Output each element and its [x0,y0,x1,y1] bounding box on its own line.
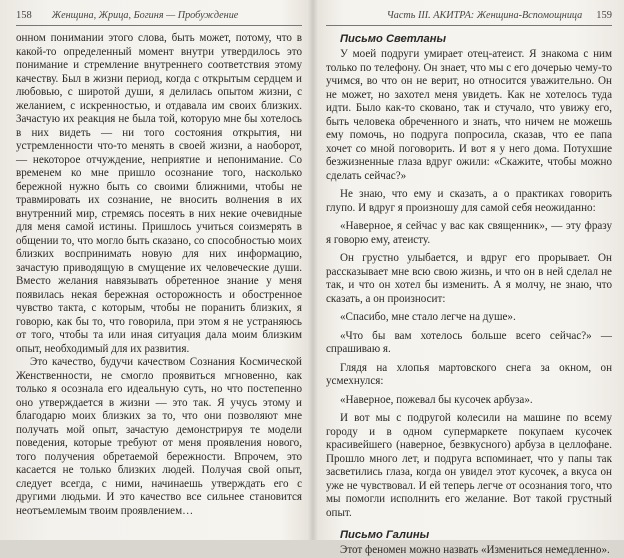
right-page-number: 159 [596,10,612,21]
paragraph: Он грустно улыбается, и вдруг его прорывает. Он рассказывает мне всю свою жизнь, и что он в ней сделал не так, и что он хотел бы изменить. А я молчу, не знаю, что сказать, а он произносит: [326,252,612,305]
left-page-header [16,10,302,26]
paragraph: «Спасибо, мне стало легче на душе». [340,311,516,323]
paragraph: Это качество, будучи качеством Сознания Космической Женственности, не смогло проявиться мгновенно, как только я осознала его идеальную суть, но что постепенно оно утверждается в жизни — это так. Я учусь этому и благодарю моих близких за то, что они позволяют мне получать мой опыт, зачастую демонстрируя те модели поведения, которые требуют от меня проявления нового, того получения обретаемой бережности. Впрочем, это касается не только близких людей. Получая свой опыт, следует всегда, с ними, начинаешь утверждать его с другими людьми. И это качество все сильнее становится неотъемлемым твоим проявлением… [16,356,302,517]
right-page [326,10,612,556]
paragraph: И вот мы с подругой колесили на машине по всему городу и в одном супермаркете покупаем кусочек красивейшего (наверное, безвкусного) арбуза в целлофане. Прошло много лет, и подруга вспоминает, что у папы так засветились глаза, когда он увидел этот кусочек, а вкуса он уже не чувствовал. И ей теперь легче от осознания того, что мы помогли исполнить его желание. Вот такой грустный опыт. [326,412,612,519]
right-page-text [326,32,612,558]
paragraph: «Наверное, пожевал бы кусочек арбуза». [340,393,533,406]
left-page-number: 158 [16,10,32,21]
paragraph: Этот феномен можно назвать «Измениться немедленно». [340,544,610,556]
paragraph: онном понимании этого слова, быть может, потому, что в какой-то определенный момент внутри утвердилось это понимание и стремление внутреннего соответствия этому качеству. Был в жизни период, когда с открытым сердцем и любовью, с широтой души, я делилась опытом жизни, с желанием, с искренностью, и отдавала им своих близких. Зачастую их реакция не была той, которую мне бы хотелось в них видеть — ни того состояния открытия, ни устремленности что-то менять в своей жизни, а наоборот, — некоторое отчуждение, неприятие и непонимание. Со временем ко мне пришло осознание того, насколько бережной нужно быть со своими ближними, чтобы не травмировать их сознание, не вносить волнения в их внутренний мир, стремясь посеять в них некие очевидные для меня самой истины. Пришлось учиться соизмерять в общении то, что могло быть сказано, со способностью моих близких воспринимать новую для них информацию, зачастую приводящую в смущение их человеческие души. Вместо желания навязывать обретенное знание у меня появилась некая бережная осторожность и обостренное чувство такта, с которым, чтобы не поранить близких, я говорю, как бы то, что говорила, при этом я не устраняюсь от того, чтобы та или иная ситуация дала моим близким опыт, необходимый для их развития. [16,32,302,355]
paragraph: Не знаю, что ему и сказать, а о практиках говорить глупо. И вдруг я произношу для самой себя неожиданно: [326,188,612,214]
section-title-galina: Письмо Галины [340,529,430,541]
right-page-header [326,10,612,26]
left-running-header: Женщина, Жрица, Богиня — Пробуждение [51,10,239,21]
paragraph: У моей подруги умирает отец-атеист. Я знакома с ним только по телефону. Он знает, что мы с его дочерью чему-то учимся, во что он не верит, но относится уважительно. Он не может, но захотел меня увидеть. Как не хотелось туда идти. Было как-то сковано, так и стучало, что увижу его, быть человека обреченного и знать, что ничем не можешь ему помочь, но подруга попросила, сказав, что ее папа хочет со мной поговорить. И вот я у него дома. Потухшие безжизненные глаза вдруг ожили: «Скажите, чтобы можно сделать сейчас?» [326,48,612,182]
paragraph: «Наверное, я сейчас у вас как священник», — эту фразу я говорю ему, атеисту. [326,220,612,246]
right-running-header: Часть III. АКИТРА: Женщина-Вспомощница [386,10,583,21]
paragraph: «Что бы вам хотелось больше всего сейчас?» — спрашиваю я. [326,329,612,355]
left-page [16,10,302,540]
section-title-svetlana: Письмо Светланы [340,33,447,45]
left-page-text [16,32,302,518]
book-gutter [308,0,318,540]
paragraph: Глядя на хлопья мартовского снега за окном, он усмехнулся: [326,361,612,387]
